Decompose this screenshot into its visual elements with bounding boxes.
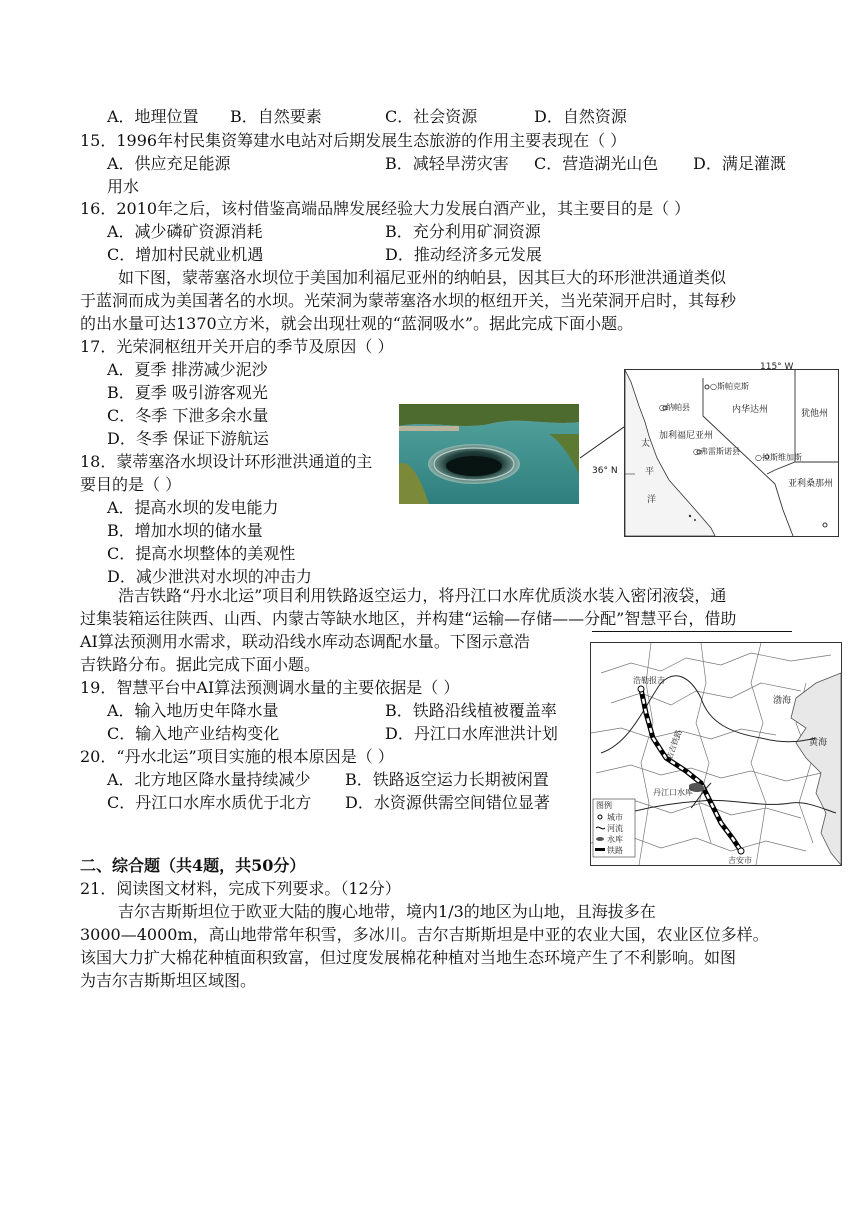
label-reservoir: 丹江口水库	[653, 788, 693, 797]
q21-line1: 吉尔吉斯斯坦位于欧亚大陆的腹心地带，境内1/3的地区为山地，且海拔多在	[118, 902, 656, 921]
glory-hole-photo	[399, 404, 579, 504]
legend-city: 城市	[607, 813, 623, 822]
q20-option-a: A．北方地区降水量持续减少	[107, 770, 311, 789]
label-end-city: 吉安市	[728, 856, 752, 865]
legend-river: 河流	[607, 824, 623, 833]
label-utah: 犹他州	[801, 409, 829, 419]
q15-option-d-cont: 用水	[107, 177, 140, 196]
q21-line3: 该国大力扩大棉花种植面积致富，但过度发展棉花种植对当地生态环境产生了不利影响。如图	[80, 948, 737, 967]
q19-option-d: D．丹江口水库泄洪计划	[385, 724, 558, 743]
q14-option-d: D．自然资源	[534, 107, 627, 126]
underline-rule	[592, 631, 792, 632]
california-map	[624, 362, 839, 537]
q20-stem: 20．“丹水北运”项目实施的根本原因是（ ）	[80, 747, 394, 766]
q19-option-a: A．输入地历史年降水量	[107, 701, 279, 720]
passage1-line2: 于蓝洞而成为美国著名的水坝。光荣洞为蒙蒂塞洛水坝的枢纽开关，当光荣洞开启时，其每秒	[80, 291, 737, 310]
q18-option-c: C．提高水坝整体的美观性	[107, 544, 296, 563]
passage2-line2: 过集装箱运往陕西、山西、内蒙古等缺水地区，并构建“运输—存储——分配”智慧平台，借助	[80, 609, 737, 628]
q15-stem: 15．1996年村民集资筹建水电站对后期发展生态旅游的作用主要表现在（ ）	[80, 131, 627, 150]
q17-option-a: A．夏季 排涝减少泥沙	[107, 360, 268, 379]
q17-option-c: C．冬季 下泄多余水量	[107, 406, 269, 425]
label-start-city: 浩勒报吉	[633, 676, 665, 685]
q14-option-a: A．地理位置	[107, 107, 199, 126]
q14-option-c: C．社会资源	[385, 107, 478, 126]
q20-option-b: B．铁路返空运力长期被闲置	[345, 770, 549, 789]
label-arizona: 亚利桑那州	[788, 479, 834, 489]
q21-line4: 为吉尔吉斯斯坦区域图。	[80, 971, 257, 990]
label-yellow-sea: 黄海	[809, 738, 828, 748]
lat-label: 36° N	[592, 466, 618, 476]
q17-option-d: D．冬季 保证下游航运	[107, 429, 269, 448]
railway-map	[590, 642, 842, 866]
q15-option-b: B．减轻旱涝灾害	[385, 154, 509, 173]
label-california: 加利福尼亚州	[659, 431, 714, 441]
q17-stem: 17．光荣洞枢纽开关开启的季节及原因（ ）	[80, 337, 394, 356]
passage2-line4: 吉铁路分布。据此完成下面小题。	[80, 655, 321, 674]
q19-option-c: C．输入地产业结构变化	[107, 724, 280, 743]
ocean-char-1: 太	[641, 439, 651, 449]
q18-option-a: A．提高水坝的发电能力	[107, 498, 279, 517]
q18-option-b: B．增加水坝的储水量	[107, 521, 263, 540]
passage2-line3: AI算法预测用水需求，联动沿线水库动态调配水量。下图示意浩	[80, 632, 530, 651]
legend-railway: 铁路	[607, 846, 623, 855]
passage1-line1: 如下图，蒙蒂塞洛水坝位于美国加利福尼亚州的纳帕县，因其巨大的环形泄洪通道类似	[118, 268, 727, 287]
q18-stem-line1: 18．蒙蒂塞洛水坝设计环形泄洪通道的主	[80, 452, 373, 471]
q16-option-a: A．减少磷矿资源消耗	[107, 222, 263, 241]
q15-option-d: D．满足灌溉	[693, 154, 786, 173]
q21-stem: 21．阅读图文材料，完成下列要求。（12分）	[80, 879, 401, 898]
label-fresno: ○弗雷斯诺县	[693, 447, 740, 456]
q18-option-d: D．减少泄洪对水坝的冲击力	[107, 567, 312, 586]
q21-line2: 3000—4000m，高山地带常年积雪，多冰川。吉尔吉斯斯坦是中亚的农业大国，农业区位多样。	[80, 925, 769, 944]
q14-option-b: B．自然要素	[230, 107, 322, 126]
q15-option-c: C．营造湖光山色	[534, 154, 659, 173]
q20-option-c: C．丹江口水库水质优于北方	[107, 793, 312, 812]
q16-stem: 16．2010年之后，该村借鉴高端品牌发展经验大力发展白酒产业，其主要目的是（ ）	[80, 199, 691, 218]
q16-option-d: D．推动经济多元发展	[385, 245, 542, 264]
q19-option-b: B．铁路沿线植被覆盖率	[385, 701, 557, 720]
label-railway: 浩吉铁路	[664, 728, 684, 762]
passage1-line3: 的出水量可达1370立方米，就会出现壮观的“蓝洞吸水”。据此完成下面小题。	[80, 314, 634, 333]
q17-option-b: B．夏季 吸引游客观光	[107, 383, 268, 402]
q16-option-c: C．增加村民就业机遇	[107, 245, 264, 264]
q16-option-b: B．充分利用矿洞资源	[385, 222, 541, 241]
q20-option-d: D．水资源供需空间错位显著	[345, 793, 550, 812]
label-sparks: ○斯帕克斯	[710, 382, 749, 391]
legend-reservoir: 水库	[607, 835, 623, 844]
ocean-char-3: 洋	[647, 495, 657, 505]
lon-label: 115° W	[760, 362, 794, 372]
q15-option-a: A．供应充足能源	[107, 154, 231, 173]
section-heading: 二、综合题（共4题，共50分）	[80, 856, 306, 875]
passage2-line1: 浩吉铁路“丹水北运”项目利用铁路返空运力，将丹江口水库优质淡水装入密闭液袋，通	[118, 586, 727, 605]
q18-stem-line2: 要目的是（ ）	[80, 475, 182, 494]
ocean-char-2: 平	[645, 467, 655, 477]
label-nevada: 内华达州	[732, 405, 769, 415]
legend-title: 图例	[596, 801, 612, 810]
label-lasvegas: ○拉斯维加斯	[755, 453, 802, 462]
label-napa: ○纳帕县	[659, 403, 690, 412]
q19-stem: 19．智慧平台中AI算法预测调水量的主要依据是（ ）	[80, 678, 460, 697]
label-bohai: 渤海	[773, 696, 792, 706]
